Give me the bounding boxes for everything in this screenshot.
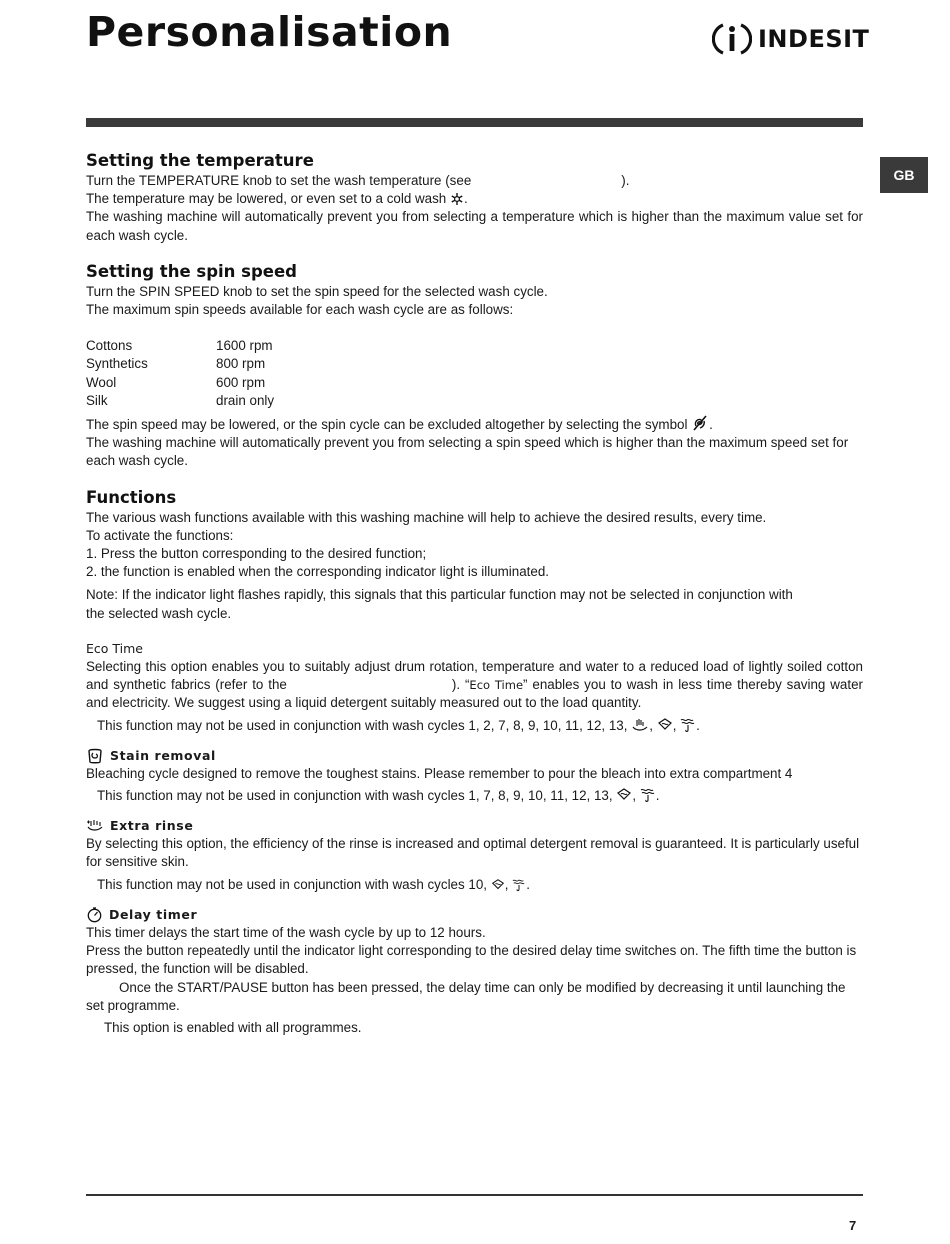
spin-line-4: The washing machine will automatically prevent you from selecting a spin speed which is higher than the maximum speed set for each wash cycle. <box>86 435 849 469</box>
delay-timer-line-4: This option is enabled with all programmes. <box>104 1019 362 1035</box>
spin-speed-table <box>86 337 863 410</box>
no-spin-icon <box>691 414 709 432</box>
functions-note: Note: If the indicator light flashes rapidly, this signals that this particular function may not be selected in conjunction with the selected wash cycle. <box>86 587 793 621</box>
language-tab: GB <box>880 157 928 193</box>
delicates-icon <box>657 717 673 733</box>
delay-timer-line-2: Press the button repeatedly until the indicator light corresponding to the desired delay time switches on. The fifth time the button is pressed, the function will be disabled. <box>86 943 857 977</box>
functions-section <box>86 487 863 623</box>
spin-cycle-speed: 1600 rpm <box>216 338 273 354</box>
temperature-section <box>86 150 863 245</box>
spin-cycle-name: Synthetics <box>86 356 148 372</box>
delay-timer-line-1: This timer delays the start time of the wash cycle by up to 12 hours. <box>86 924 486 940</box>
extra-rinse-restriction: This function may not be used in conjunction with wash cycles 10, , . <box>97 876 530 892</box>
spin-cycle-name: Wool <box>86 374 117 390</box>
extra-rinse-icon <box>86 818 104 834</box>
spin-section <box>86 261 863 471</box>
extra-rinse-section <box>86 817 863 894</box>
functions-step-2: 2. the function is enabled when the corresponding indicator light is illuminated. <box>86 564 550 580</box>
spin-line-3: The spin speed may be lowered, or the spin cycle can be excluded altogether by selecting the symbol . <box>86 414 863 434</box>
footer-divider <box>86 1194 863 1196</box>
ecotime-inline-label: Eco Time <box>469 678 524 693</box>
temperature-line-1: Turn the TEMPERATURE knob to set the wash temperature (see ). <box>86 173 630 188</box>
hand-wash-icon <box>631 717 649 733</box>
brand-logo <box>712 20 869 58</box>
spin-line-1: Turn the SPIN SPEED knob to set the spin speed for the selected wash cycle. <box>86 283 548 299</box>
functions-heading: Functions <box>86 487 177 507</box>
functions-intro: The various wash functions available with this washing machine will help to achieve the desired results, every time. <box>86 509 767 525</box>
stain-removal-description: Bleaching cycle designed to remove the toughest stains. Please remember to pour the bleach into extra compartment 4 <box>86 765 793 781</box>
delicates-icon <box>616 787 632 803</box>
temperature-line-3: The washing machine will automatically prevent you from selecting a temperature which is higher than the maximum value set for each wash cycle. <box>86 209 863 243</box>
wool-icon <box>680 717 696 733</box>
temperature-line-2: The temperature may be lowered, or even set to a cold wash . <box>86 191 468 207</box>
stain-removal-icon <box>86 747 104 765</box>
spin-line-2: The maximum spin speeds available for each wash cycle are as follows: <box>86 302 514 318</box>
spin-cycle-name: Cottons <box>86 338 133 354</box>
ecotime-section <box>86 640 863 735</box>
ecotime-heading <box>86 640 863 658</box>
spin-cycle-speed: 600 rpm <box>216 374 266 390</box>
header-divider-bar <box>86 118 863 127</box>
page-number: 7 <box>849 1218 857 1233</box>
delay-timer-icon <box>86 906 103 923</box>
stain-removal-section <box>86 747 863 805</box>
indesit-logo-icon <box>712 20 752 58</box>
cold-wash-snowflake-icon <box>450 192 464 206</box>
page-title: Personalisation <box>86 8 453 56</box>
stain-removal-heading: Stain removal <box>86 747 863 765</box>
ecotime-restriction: This function may not be used in conjunction with wash cycles 1, 2, 7, 8, 9, 10, 11, 12, 13, , , . <box>97 717 700 733</box>
spin-cycle-speed: 800 rpm <box>216 356 266 372</box>
extra-rinse-description: By selecting this option, the efficiency of the rinse is increased and optimal detergent removal is guaranteed. It is particularly useful for sensitive skin. <box>86 836 860 870</box>
functions-step-1: 1. Press the button corresponding to the desired function; <box>86 546 427 562</box>
delay-timer-section <box>86 906 863 1037</box>
stain-removal-restriction: This function may not be used in conjunction with wash cycles 1, 7, 8, 9, 10, 11, 12, 13, , . <box>97 788 660 804</box>
delay-timer-heading: Delay timer <box>86 906 863 924</box>
wool-icon <box>640 787 656 803</box>
delay-timer-line-3: Once the START/PAUSE button has been pressed, the delay time can only be modified by decreasing it until launching the set programme. <box>86 979 846 1013</box>
spin-cycle-name: Silk <box>86 392 108 408</box>
spin-heading: Setting the spin speed <box>86 261 297 281</box>
ecotime-description: Selecting this option enables you to suitably adjust drum rotation, temperature and water to a reduced load of lightly soiled cotton and synthetic fabrics (refer to the ). “Eco Time” enables you to wash in less time thereby saving water and electricity. We suggest using a liquid detergent suitably measured out to the load quantity. <box>86 659 864 711</box>
delicates-icon <box>491 878 505 892</box>
wool-icon <box>512 878 526 892</box>
spin-cycle-speed: drain only <box>216 392 275 408</box>
temperature-heading: Setting the temperature <box>86 151 314 170</box>
brand-name: INDESIT <box>758 25 870 53</box>
main-content <box>86 150 863 1037</box>
ecotime-label: Eco Time <box>86 640 143 656</box>
extra-rinse-heading: Extra rinse <box>86 817 863 835</box>
functions-activate: To activate the functions: <box>86 527 234 543</box>
